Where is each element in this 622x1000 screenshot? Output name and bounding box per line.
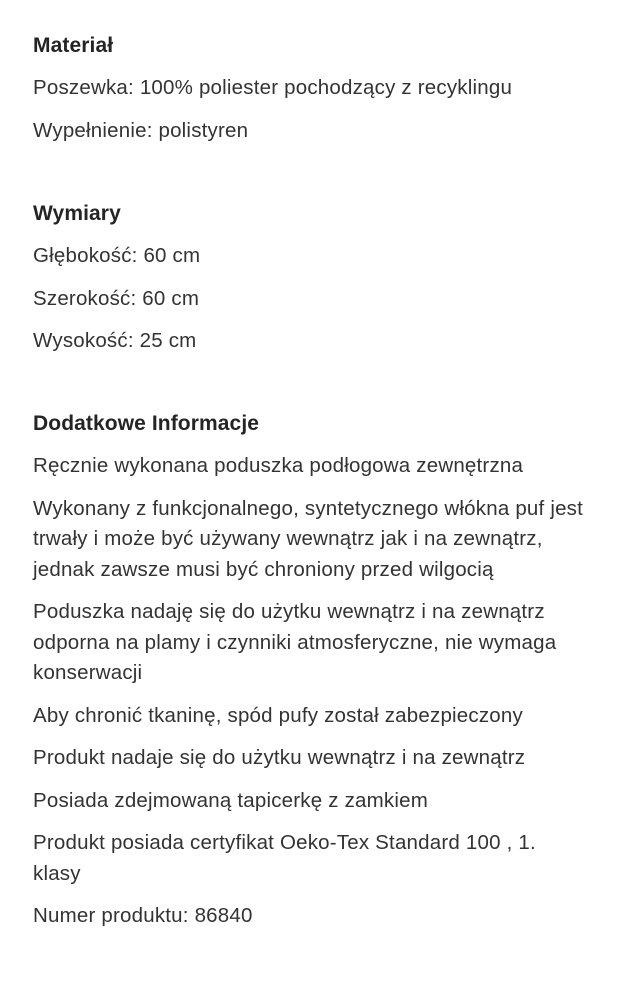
material-cover-line: Poszewka: 100% poliester pochodzący z recyklingu <box>33 76 513 99</box>
dimensions-section <box>33 199 586 357</box>
material-section <box>33 31 586 146</box>
info-line-bottom-protection: Aby chronić tkaninę, spód pufy został zabezpieczony <box>33 703 523 727</box>
dimension-depth-line: Głębokość: 60 cm <box>33 244 201 267</box>
dimensions-heading: Wymiary <box>33 202 121 225</box>
material-filling-line: Wypełnienie: polistyren <box>33 118 249 142</box>
info-line-product-number: Numer produktu: 86840 <box>33 904 253 927</box>
info-line-weather-resistance: Poduszka nadaję się do użytku wewnątrz i na zewnątrz odporna na plamy i czynniki atmosferyczne, nie wymaga konserwacji <box>33 600 557 684</box>
dimension-height-line: Wysokość: 25 cm <box>33 329 197 352</box>
info-line-indoor-outdoor: Produkt nadaje się do użytku wewnątrz i na zewnątrz <box>33 746 526 769</box>
additional-info-heading: Dodatkowe Informacje <box>33 412 260 435</box>
dimension-width-line: Szerokość: 60 cm <box>33 286 200 310</box>
additional-info-section <box>33 409 586 932</box>
info-line-certificate: Produkt posiada certyfikat Oeko-Tex Standard 100 , 1. klasy <box>33 831 536 885</box>
info-line-handmade: Ręcznie wykonana poduszka podłogowa zewnętrzna <box>33 454 524 477</box>
info-line-material-durability: Wykonany z funkcjonalnego, syntetycznego włókna puf jest trwały i może być używany wewnątrz jak i na zewnątrz, jednak zawsze musi być chroniony przed wilgocią <box>33 496 584 581</box>
material-heading: Materiał <box>33 34 114 57</box>
info-line-removable-cover: Posiada zdejmowaną tapicerkę z zamkiem <box>33 788 428 812</box>
